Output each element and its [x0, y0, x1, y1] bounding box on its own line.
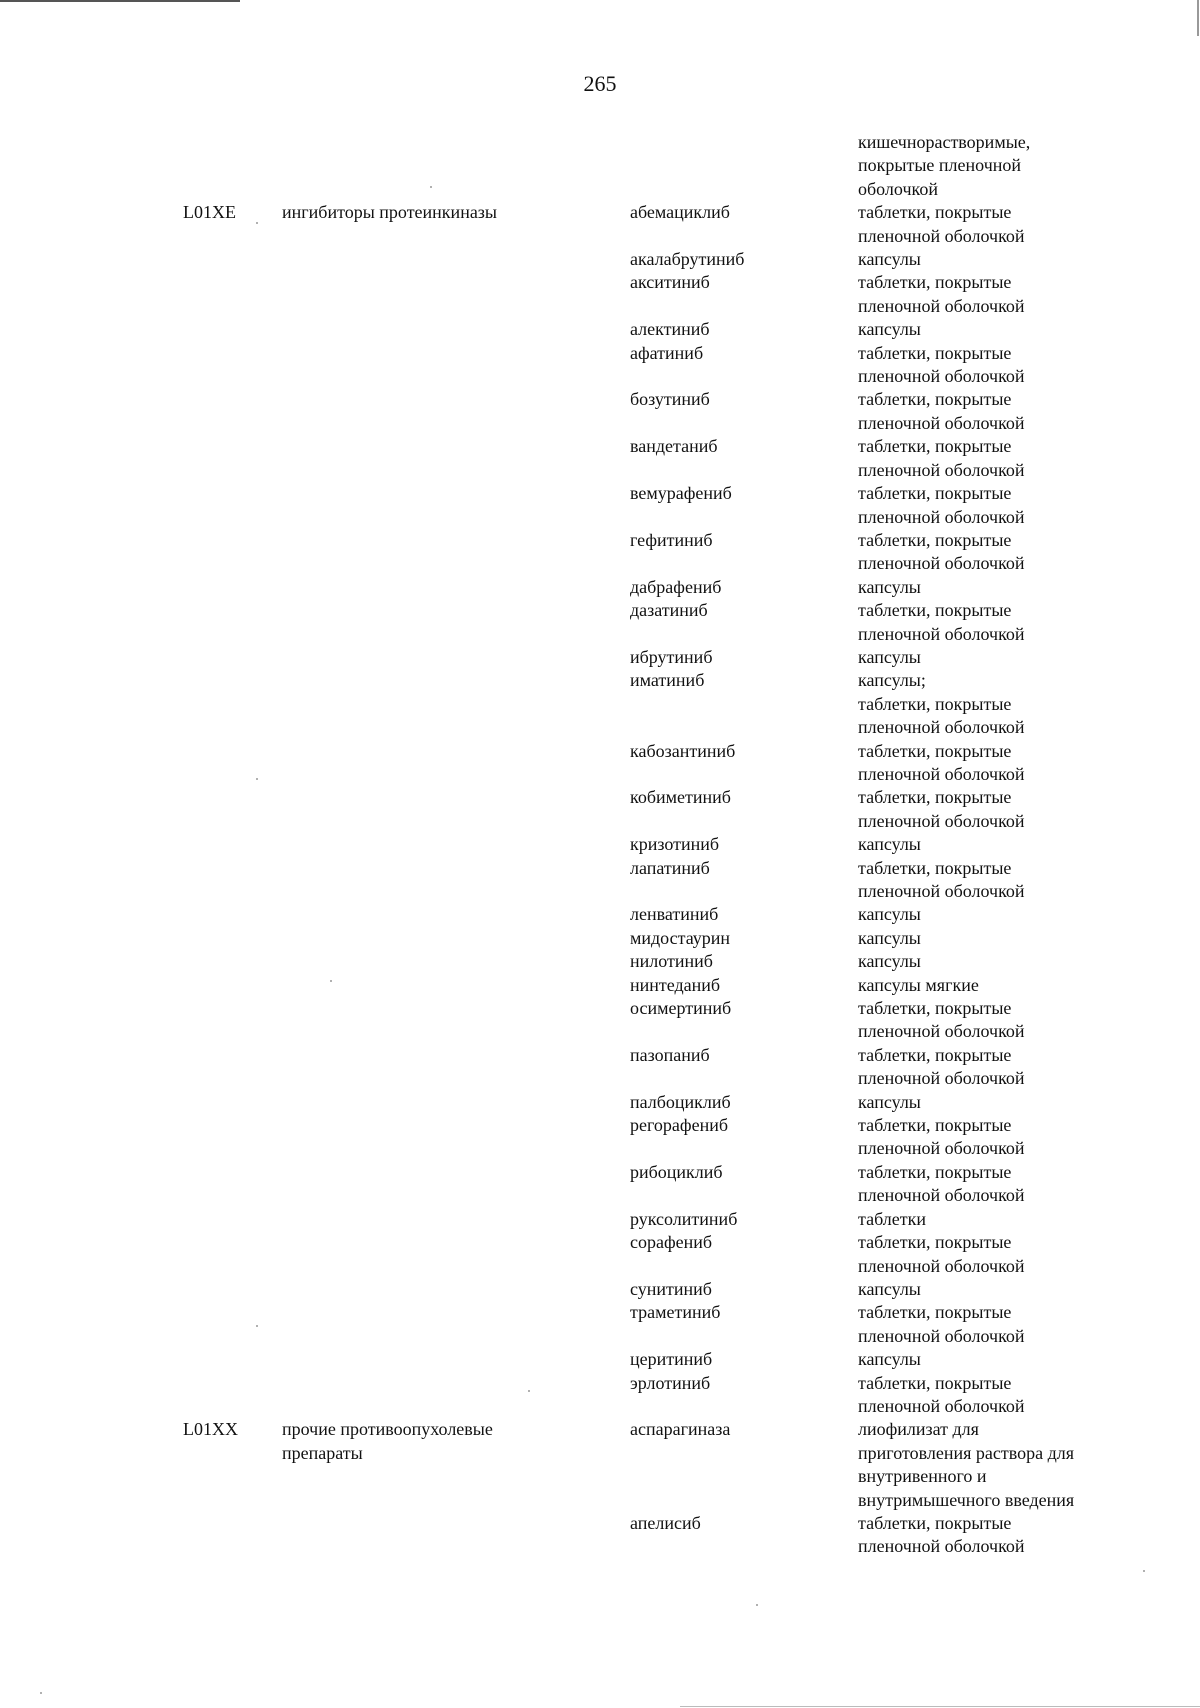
dosage-form-line: пленочной оболочкой — [858, 881, 1025, 901]
dosage-form-cell — [858, 482, 1148, 529]
dosage-form-line: пленочной оболочкой — [858, 1068, 1025, 1089]
dosage-form-cell — [858, 740, 1148, 787]
dosage-form-cell — [858, 1278, 1148, 1301]
table-row — [0, 1278, 1200, 1301]
dosage-form-line: пленочной оболочкой — [858, 1138, 1025, 1159]
atc-code: L01XE — [183, 202, 236, 223]
drug-name: ибрутиниб — [630, 646, 713, 667]
dosage-form-line: капсулы — [858, 576, 921, 597]
dosage-form-cell — [858, 435, 1148, 482]
table-row — [0, 927, 1200, 950]
dosage-form-line: капсулы; — [858, 670, 926, 691]
dosage-form-line: таблетки, покрытые — [858, 693, 1012, 714]
dosage-form-cell — [858, 1512, 1148, 1559]
drug-name: палбоциклиб — [630, 1091, 731, 1112]
table-row — [0, 857, 1200, 904]
dosage-form-cell — [858, 786, 1148, 833]
dosage-form-line: капсулы — [858, 249, 921, 270]
drug-name: кобиметиниб — [630, 787, 731, 808]
table-row — [0, 529, 1200, 576]
drug-name: руксолитиниб — [630, 1208, 738, 1229]
drug-name: лапатиниб — [630, 857, 710, 878]
dosage-form-cell — [858, 1418, 1148, 1512]
table-row — [0, 903, 1200, 926]
dosage-form-line: внутривенного и — [858, 1466, 987, 1487]
dosage-form-line: капсулы — [858, 646, 921, 667]
table-row — [0, 388, 1200, 435]
dosage-form-cell — [858, 1091, 1148, 1114]
dosage-form-line: внутримышечного введения — [858, 1489, 1075, 1510]
dosage-form-cell — [858, 646, 1148, 669]
table-row — [0, 271, 1200, 318]
drug-name: траметиниб — [630, 1302, 721, 1323]
dosage-form-line: приготовления раствора для — [858, 1442, 1074, 1463]
table-row — [0, 786, 1200, 833]
dosage-form-cell — [858, 529, 1148, 576]
dosage-form-cell — [858, 1208, 1148, 1231]
drug-name: нилотиниб — [630, 951, 713, 972]
dosage-form-line: пленочной оболочкой — [858, 1255, 1025, 1276]
drug-name: бозутиниб — [630, 389, 710, 410]
scan-speck — [1143, 1570, 1145, 1572]
drug-name: рибоциклиб — [630, 1161, 723, 1182]
dosage-form-line: таблетки, покрытые — [858, 529, 1012, 550]
dosage-form-line: таблетки, покрытые — [858, 202, 1012, 223]
dosage-form-line: таблетки, покрытые — [858, 1115, 1012, 1136]
dosage-form-line: капсулы мягкие — [858, 974, 979, 995]
dosage-form-line: пленочной оболочкой — [858, 1185, 1025, 1206]
table-row — [0, 740, 1200, 787]
dosage-form-line: капсулы — [858, 1349, 921, 1370]
drug-name: кризотиниб — [630, 834, 720, 855]
dosage-form-cell — [858, 388, 1148, 435]
dosage-form-line: пленочной оболочкой — [858, 366, 1025, 387]
table-row — [0, 1091, 1200, 1114]
drug-name: дабрафениб — [630, 576, 722, 597]
dosage-form-line: таблетки, покрытые — [858, 600, 1012, 621]
dosage-form-line: таблетки, покрытые — [858, 998, 1012, 1019]
drug-name: осимертиниб — [630, 998, 732, 1019]
dosage-form-line: таблетки, покрытые — [858, 1372, 1012, 1393]
dosage-form-line: капсулы — [858, 1278, 921, 1299]
table-row — [0, 646, 1200, 669]
table-row — [0, 599, 1200, 646]
scan-speck — [40, 1692, 42, 1694]
dosage-form-cell — [858, 599, 1148, 646]
dosage-form-cell — [858, 271, 1148, 318]
table-row — [0, 482, 1200, 529]
dosage-form-cell — [858, 1161, 1148, 1208]
dosage-form-cell — [858, 1372, 1148, 1419]
table-row — [0, 1231, 1200, 1278]
dosage-form-line: таблетки, покрытые — [858, 1232, 1012, 1253]
dosage-form-line: пленочной оболочкой — [858, 412, 1025, 433]
drug-name: сорафениб — [630, 1232, 713, 1253]
dosage-form-line: капсулы — [858, 904, 921, 925]
table-row — [0, 1418, 1200, 1512]
dosage-form-cell — [858, 1231, 1148, 1278]
dosage-form-line: пленочной оболочкой — [858, 506, 1025, 527]
drug-name: иматиниб — [630, 670, 705, 691]
drug-name: афатиниб — [630, 342, 704, 363]
dosage-form-line: пленочной оболочкой — [858, 225, 1025, 246]
dosage-form-line: капсулы — [858, 319, 921, 340]
dosage-form-line: пленочной оболочкой — [858, 459, 1025, 480]
dosage-form-line: таблетки — [858, 1208, 927, 1229]
atc-group-name: прочие противоопухолевые препараты — [282, 1419, 493, 1463]
dosage-form-line: таблетки, покрытые — [858, 483, 1012, 504]
scan-edge-line — [0, 0, 240, 2]
page-number: 265 — [583, 71, 617, 96]
dosage-form-line: таблетки, покрытые — [858, 740, 1012, 761]
dosage-form-cell — [858, 974, 1148, 997]
scan-edge-mark — [1197, 0, 1199, 36]
dosage-form-line: пленочной оболочкой — [858, 810, 1025, 831]
dosage-form-line: таблетки, покрытые — [858, 1302, 1012, 1323]
table-row — [0, 201, 1200, 248]
scan-bottom-line — [680, 1706, 1200, 1707]
table-row — [0, 318, 1200, 341]
dosage-form-line: лиофилизат для — [858, 1419, 979, 1440]
dosage-form-line: капсулы — [858, 1091, 921, 1112]
dosage-form-cell — [858, 318, 1148, 341]
dosage-form-cell — [858, 1044, 1148, 1091]
table-row — [0, 1301, 1200, 1348]
dosage-form-cell — [858, 1348, 1148, 1371]
dosage-form-cell — [858, 1114, 1148, 1161]
dosage-form-line: таблетки, покрытые — [858, 272, 1012, 293]
table-row — [0, 997, 1200, 1044]
drug-name: гефитиниб — [630, 529, 713, 550]
dosage-form-line: капсулы — [858, 834, 921, 855]
dosage-form-cell — [858, 669, 1148, 739]
dosage-form-line: таблетки, покрытые — [858, 342, 1012, 363]
table-row — [0, 1348, 1200, 1371]
table-row — [0, 1512, 1200, 1559]
dosage-form-line: таблетки, покрытые — [858, 1161, 1012, 1182]
dosage-form-line: пленочной оболочкой — [858, 623, 1025, 644]
table-row — [0, 1044, 1200, 1091]
dosage-form-cell — [858, 833, 1148, 856]
table-row — [0, 974, 1200, 997]
drug-name: алектиниб — [630, 319, 710, 340]
table-row — [0, 576, 1200, 599]
continuation-row — [0, 131, 1200, 201]
dosage-form-cell — [858, 903, 1148, 926]
dosage-form-line: пленочной оболочкой — [858, 1325, 1025, 1346]
table-row — [0, 342, 1200, 389]
drug-name: эрлотиниб — [630, 1372, 711, 1393]
table-row — [0, 248, 1200, 271]
drug-name: абемациклиб — [630, 202, 730, 223]
dosage-form-line: таблетки, покрытые — [858, 1044, 1012, 1065]
dosage-form-cell — [858, 248, 1148, 271]
dosage-form-cell — [858, 857, 1148, 904]
atc-code: L01XX — [183, 1419, 238, 1440]
dosage-form-line: таблетки, покрытые — [858, 436, 1012, 457]
dosage-form-line: капсулы — [858, 927, 921, 948]
dosage-form-cell — [858, 1301, 1148, 1348]
dosage-form-line: пленочной оболочкой — [858, 553, 1025, 574]
drug-name: регорафениб — [630, 1115, 728, 1136]
dosage-form-cell — [858, 131, 1148, 201]
dosage-form-line: пленочной оболочкой — [858, 1536, 1025, 1557]
dosage-form-line: пленочной оболочкой — [858, 717, 1025, 738]
dosage-form-line: таблетки, покрытые — [858, 857, 1012, 878]
dosage-form-line: пленочной оболочкой — [858, 295, 1025, 316]
drug-name: мидостаурин — [630, 927, 731, 948]
drug-name: пазопаниб — [630, 1044, 710, 1065]
drug-name: вандетаниб — [630, 436, 718, 457]
drug-name: аспарагиназа — [630, 1419, 731, 1440]
table-row — [0, 1372, 1200, 1419]
drug-name: акситиниб — [630, 272, 710, 293]
dosage-form-cell — [858, 997, 1148, 1044]
dosage-form-line: таблетки, покрытые — [858, 787, 1012, 808]
drug-name: ленватиниб — [630, 904, 719, 925]
scan-speck — [756, 1604, 758, 1606]
table-row — [0, 950, 1200, 973]
table-row — [0, 833, 1200, 856]
drug-name: акалабрутиниб — [630, 249, 745, 270]
drug-name: нинтеданиб — [630, 974, 721, 995]
dosage-form-line: пленочной оболочкой — [858, 1395, 1025, 1416]
drug-table — [0, 131, 1200, 1559]
atc-group-name: ингибиторы протеинкиназы — [282, 202, 498, 223]
dosage-form-line: кишечнорастворимые, — [858, 132, 1031, 152]
dosage-form-line: пленочной оболочкой — [858, 1021, 1025, 1042]
table-row — [0, 1161, 1200, 1208]
drug-name: вемурафениб — [630, 483, 732, 504]
dosage-form-line: таблетки, покрытые — [858, 1512, 1012, 1533]
dosage-form-line: пленочной оболочкой — [858, 763, 1025, 784]
dosage-form-cell — [858, 927, 1148, 950]
dosage-form-cell — [858, 201, 1148, 248]
dosage-form-line: покрытые пленочной — [858, 155, 1022, 176]
table-row — [0, 1114, 1200, 1161]
table-row — [0, 435, 1200, 482]
table-row — [0, 669, 1200, 739]
drug-name: апелисиб — [630, 1512, 701, 1533]
drug-name: кабозантиниб — [630, 740, 736, 761]
dosage-form-cell — [858, 342, 1148, 389]
drug-name: церитиниб — [630, 1349, 713, 1370]
dosage-form-line: оболочкой — [858, 178, 938, 199]
table-row — [0, 1208, 1200, 1231]
drug-name: сунитиниб — [630, 1278, 712, 1299]
dosage-form-line: капсулы — [858, 951, 921, 972]
dosage-form-cell — [858, 950, 1148, 973]
dosage-form-line: таблетки, покрытые — [858, 389, 1012, 410]
dosage-form-cell — [858, 576, 1148, 599]
drug-name: дазатиниб — [630, 600, 708, 621]
